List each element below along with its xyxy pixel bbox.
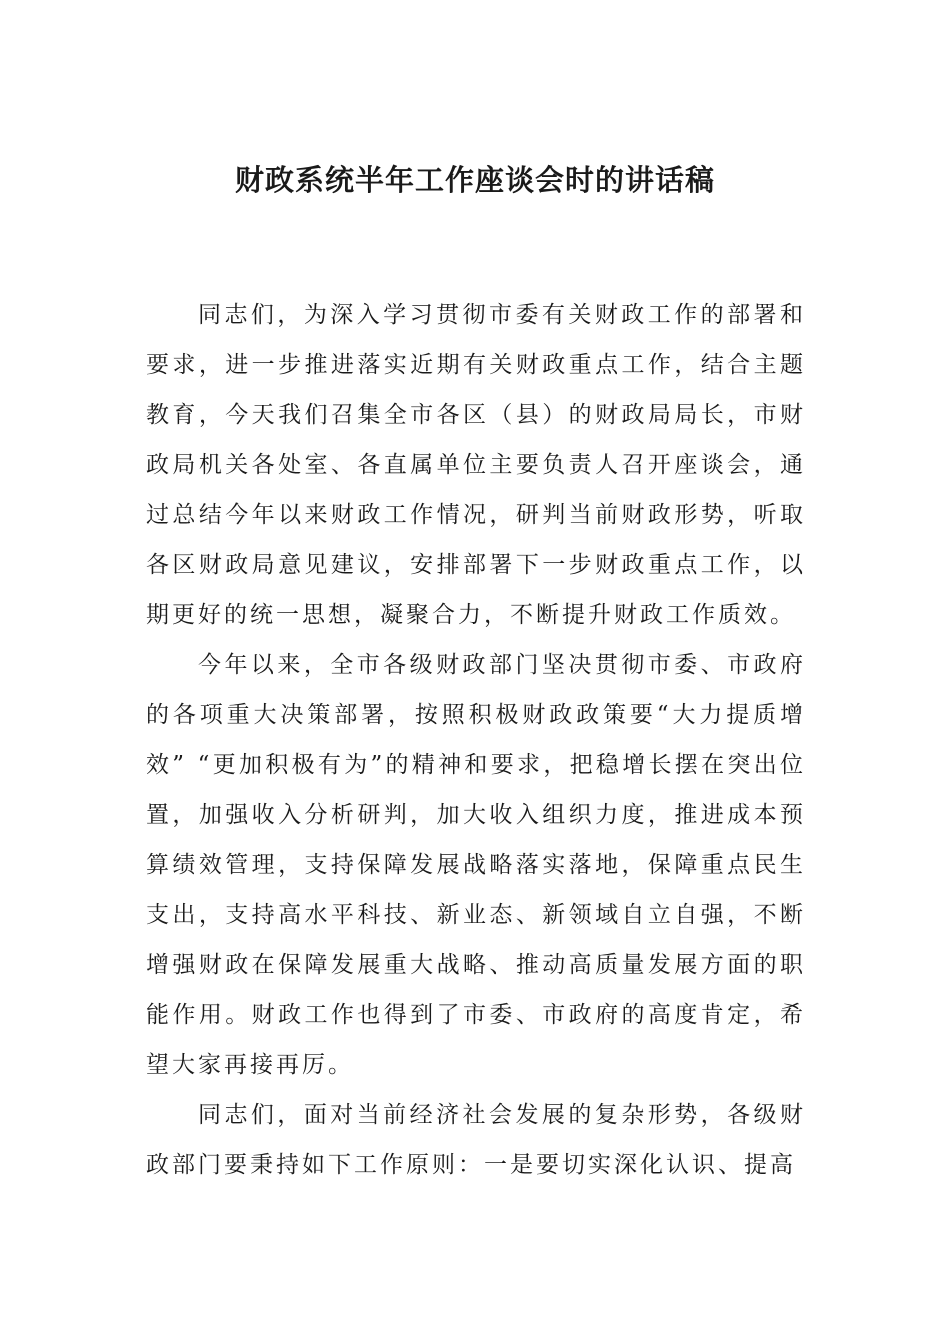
paragraph-3: 同志们，面对当前经济社会发展的复杂形势，各级财政部门要秉持如下工作原则：一是要切实深化认识、提高 <box>146 1102 806 1178</box>
document-title: 财政系统半年工作座谈会时的讲话稿 <box>234 163 715 197</box>
paragraph-1: 同志们，为深入学习贯彻市委有关财政工作的部署和要求，进一步推进落实近期有关财政重点工作，结合主题教育，今天我们召集全市各区（县）的财政局局长，市财政局机关各处室、各直属单位主要负责人召开座谈会，通过总结今年以来财政工作情况，研判当前财政形势，听取各区财政局意见建议，安排部署下一步财政重点工作，以期更好的统一思想，凝聚合力，不断提升财政工作质效。 <box>146 302 806 628</box>
paragraph-2: 今年以来，全市各级财政部门坚决贯彻市委、市政府的各项重大决策部署，按照积极财政政策要“大力提质增效” “更加积极有为”的精神和要求，把稳增长摆在突出位置，加强收入分析研判，加大收入组织力度，推进成本预算绩效管理，支持保障发展战略落实落地，保障重点民生支出，支持高水平科技、新业态、新领域自立自强，不断增强财政在保障发展重大战略、推动高质量发展方面的职能作用。财政工作也得到了市委、市政府的高度肯定，希望大家再接再厉。 <box>146 652 806 1078</box>
document-body <box>146 290 806 1190</box>
